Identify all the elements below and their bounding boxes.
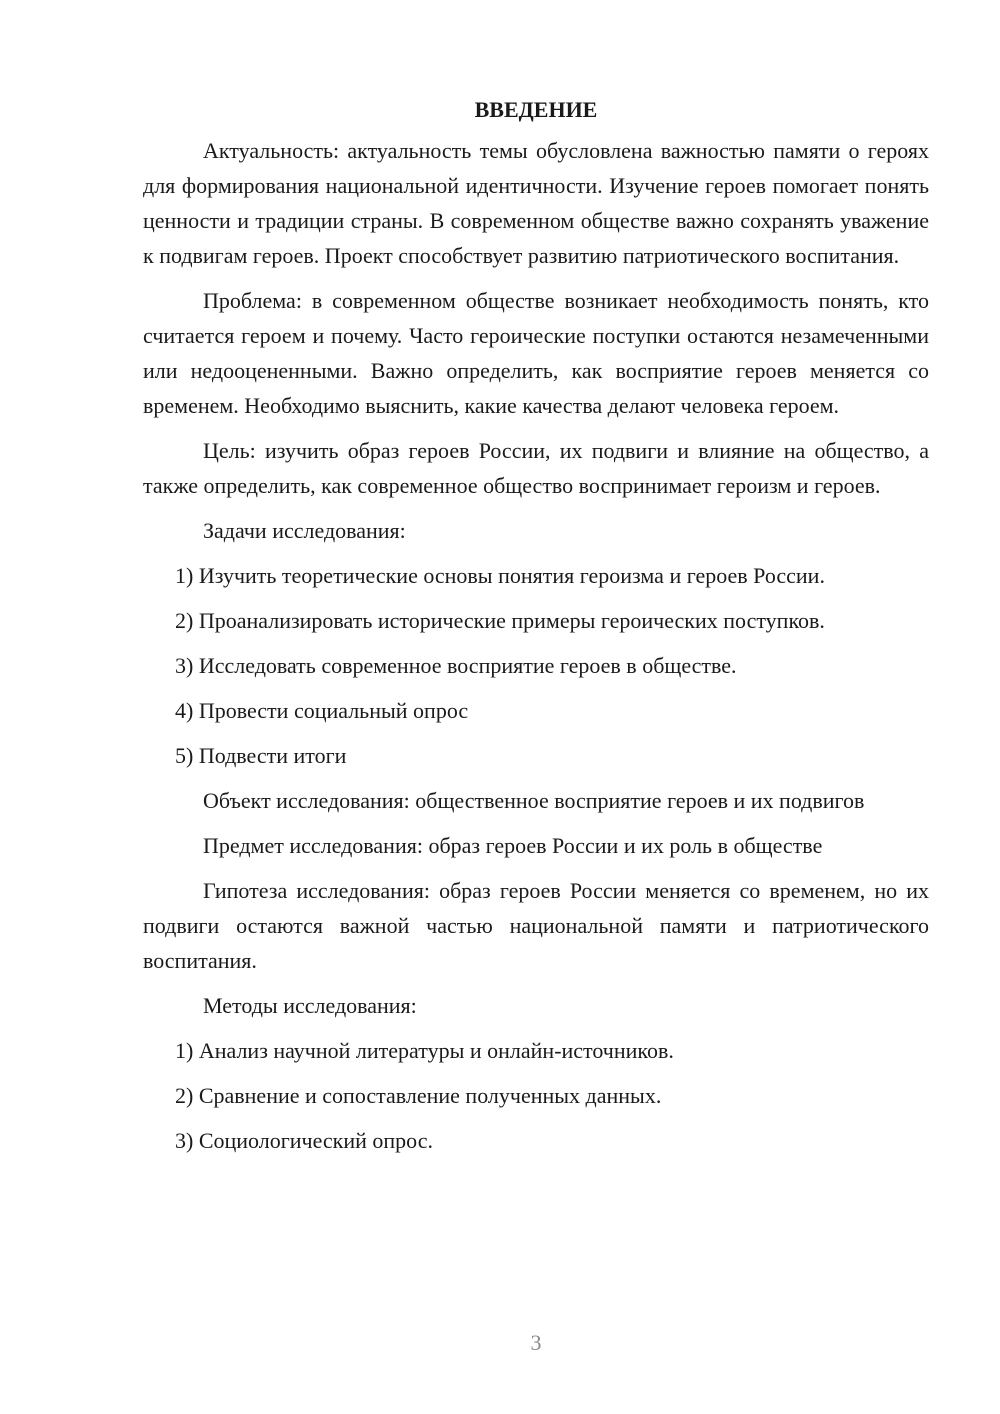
goal-paragraph: Цель: изучить образ героев России, их подвиги и влияние на общество, а также определить, как современное общество воспринимает героизм и героев. [143,438,929,498]
page-number: 3 [530,1330,542,1355]
method-item: 2) Сравнение и сопоставление полученных данных. [175,1083,662,1108]
methods-label: Методы исследования: [203,993,417,1018]
task-item: 5) Подвести итоги [175,743,347,768]
task-item: 4) Провести социальный опрос [175,698,469,723]
tasks-label: Задачи исследования: [203,518,406,543]
task-item: 3) Исследовать современное восприятие героев в обществе. [175,653,737,678]
relevance-paragraph: Актуальность: актуальность темы обусловлена важностью памяти о героях для формирования национальной идентичности. Изучение героев помогает понять ценности и традиции страны. В современном обществе важно сохранять уважение к подвигам героев. Проект способствует развитию патриотического воспитания. [143,138,929,268]
document-page [143,93,929,1168]
page-title: ВВЕДЕНИЕ [474,97,598,122]
subject-paragraph: Предмет исследования: образ героев России и их роль в обществе [203,833,823,858]
method-item: 1) Анализ научной литературы и онлайн-источников. [175,1038,674,1063]
task-item: 1) Изучить теоретические основы понятия героизма и героев России. [175,563,825,588]
problem-paragraph: Проблема: в современном обществе возникает необходимость понять, кто считается героем и почему. Часто героические поступки остаются незамеченными или недооцененными. Важно определить, как восприятие героев меняется со временем. Необходимо выяснить, какие качества делают человека героем. [143,288,929,418]
object-paragraph: Объект исследования: общественное восприятие героев и их подвигов [203,788,865,813]
task-item: 2) Проанализировать исторические примеры героических поступков. [175,608,825,633]
method-item: 3) Социологический опрос. [175,1128,433,1153]
hypothesis-paragraph: Гипотеза исследования: образ героев России меняется со временем, но их подвиги остаются важной частью национальной памяти и патриотического воспитания. [143,878,929,973]
